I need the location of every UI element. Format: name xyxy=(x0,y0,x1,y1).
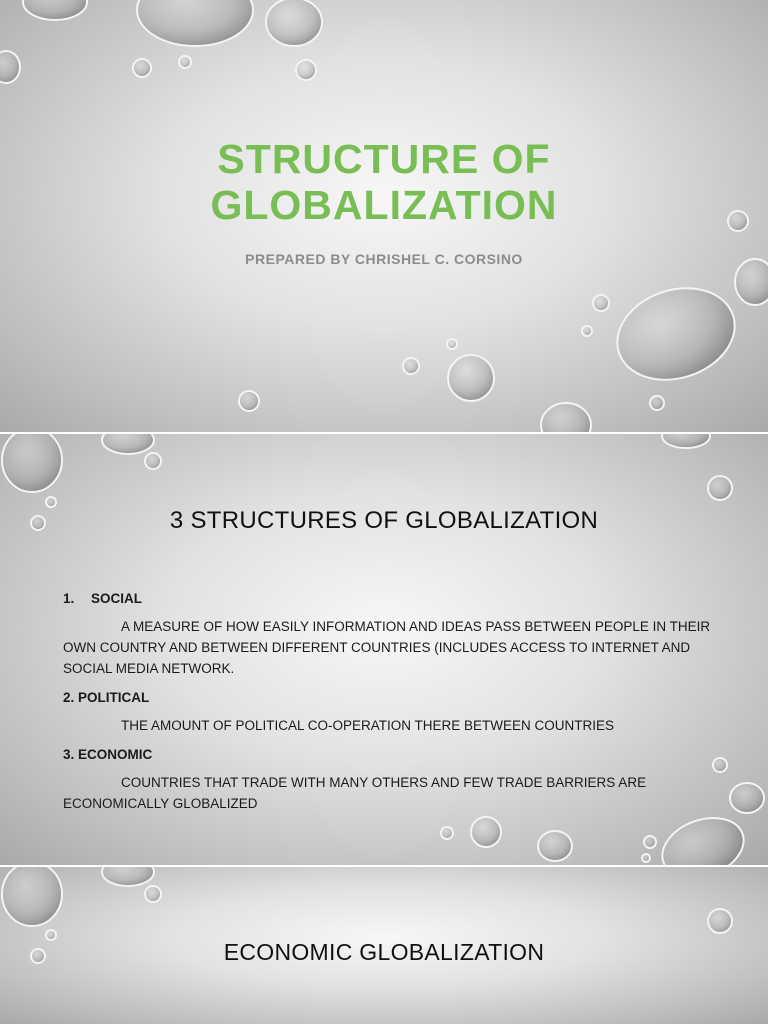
structure-title: SOCIAL xyxy=(91,591,143,606)
structure-heading-social xyxy=(63,588,713,609)
structure-number: 1. xyxy=(63,591,75,606)
structure-description-social: A MEASURE OF HOW EASILY INFORMATION AND IDEAS PASS BETWEEN PEOPLE IN THEIR OWN COUNTRY AND BETWEEN DIFFERENT COUNTRIES (INCLUDES ACCESS TO INTERNET AND SOCIAL MEDIA NETWORK. xyxy=(63,619,711,676)
structure-title: POLITICAL xyxy=(78,690,150,705)
structure-title: ECONOMIC xyxy=(78,747,153,762)
structure-number: 3. xyxy=(63,747,75,762)
structure-description-political: THE AMOUNT OF POLITICAL CO-OPERATION THERE BETWEEN COUNTRIES xyxy=(121,718,615,733)
slide-subtitle: PREPARED BY CHRISHEL C. CORSINO xyxy=(245,251,523,267)
slide-heading: ECONOMIC GLOBALIZATION xyxy=(223,939,545,965)
structures-list xyxy=(63,588,713,822)
slide-heading: 3 STRUCTURES OF GLOBALIZATION xyxy=(169,507,599,534)
slide-economic-globalization xyxy=(0,867,768,1024)
slide-title xyxy=(0,0,768,432)
structure-heading-economic xyxy=(63,744,713,765)
slide-structures xyxy=(0,434,768,865)
slide-title-heading xyxy=(0,136,768,228)
title-line-2: GLOBALIZATION xyxy=(210,182,558,228)
structure-description-economic: COUNTRIES THAT TRADE WITH MANY OTHERS AND FEW TRADE BARRIERS ARE ECONOMICALLY GLOBALIZED xyxy=(63,775,647,811)
structure-heading-political xyxy=(63,687,713,708)
structure-number: 2. xyxy=(63,690,75,705)
title-line-1: STRUCTURE OF xyxy=(217,136,551,182)
